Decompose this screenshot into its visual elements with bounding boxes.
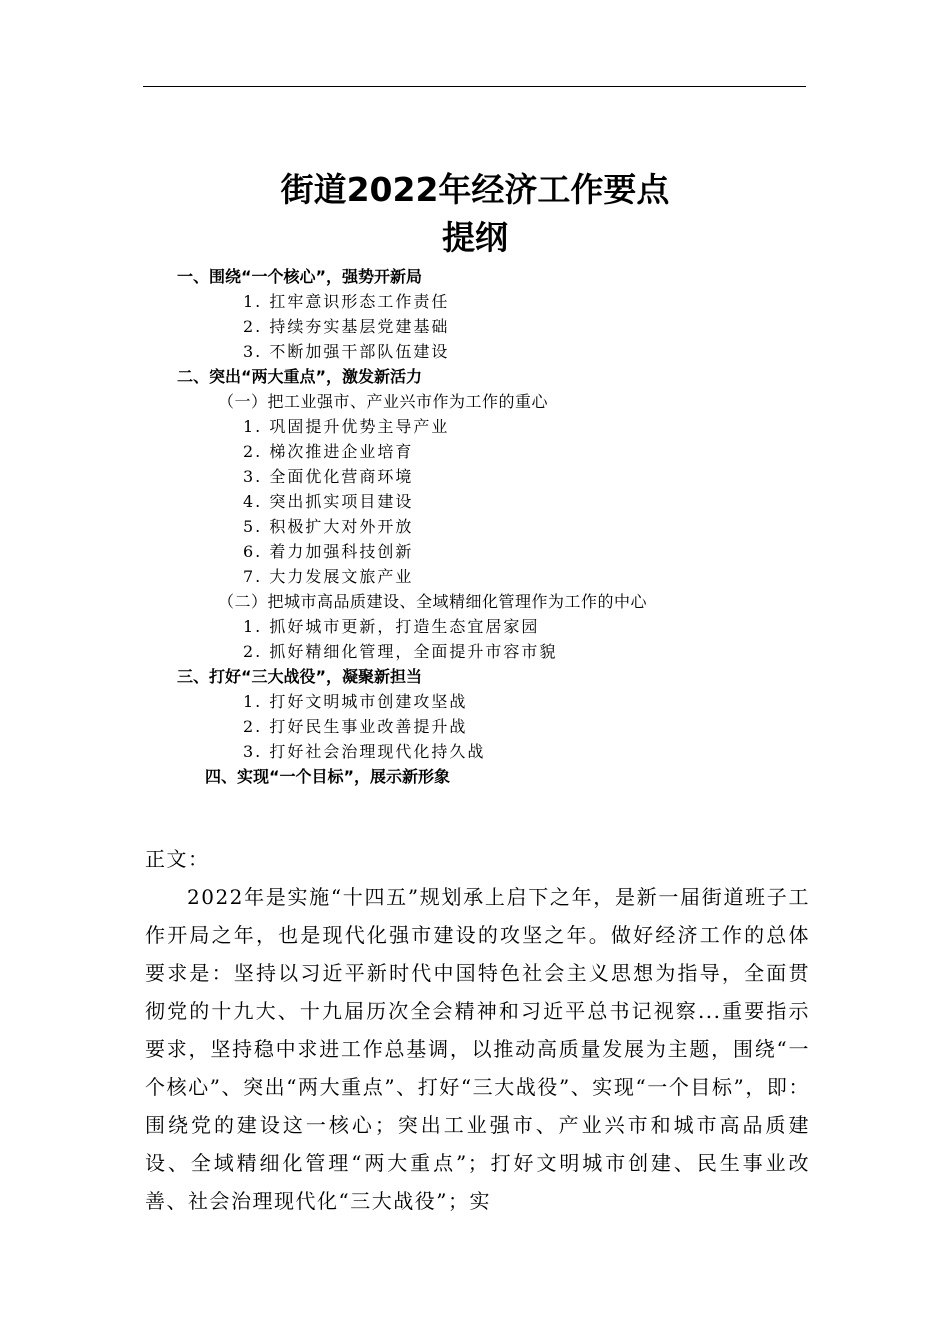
outline-heading: 四、实现“一个目标”，展示新形象 [205, 767, 451, 786]
body-paragraph: 2022年是实施“十四五”规划承上启下之年，是新一届街道班子工作开局之年，也是现代化强市建设的攻坚之年。做好经济工作的总体要求是：坚持以习近平新时代中国特色社会主义思想为指导，全面贯彻党的十九大、十九届历次全会精神和习近平总书记视察...重要指示要求，坚持稳中求进工作总基调，以推动高质量发展为主题，围绕“一个核心”、突出“两大重点”、打好“三大战役”、实现“一个目标”，即：围绕党的建设这一核心；突出工业强市、产业兴市和城市高品质建设、全域精细化管理“两大重点”；打好文明城市创建、民生事业改善、社会治理现代化“三大战役”；实 [145, 885, 810, 1213]
outline-item: 1. 打好文明城市创建攻坚战 [243, 692, 468, 711]
outline-item: 1. 抓好城市更新，打造生态宜居家园 [243, 617, 540, 636]
outline-subheading: （一）把工业强市、产业兴市作为工作的重心 [218, 392, 549, 411]
outline-item: 1. 扛牢意识形态工作责任 [243, 292, 450, 311]
outline-item: 3. 打好社会治理现代化持久战 [243, 742, 486, 761]
outline-item: 2. 梯次推进企业培育 [243, 442, 414, 461]
outline-item: 4. 突出抓实项目建设 [243, 492, 414, 511]
outline-item: 2. 打好民生事业改善提升战 [243, 717, 468, 736]
outline-item: 3. 不断加强干部队伍建设 [243, 342, 450, 361]
outline-item: 2. 抓好精细化管理，全面提升市容市貌 [243, 642, 558, 661]
outline-item: 3. 全面优化营商环境 [243, 467, 414, 486]
outline-list [0, 264, 950, 789]
outline-item: 1. 巩固提升优势主导产业 [243, 417, 450, 436]
body-label: 正文： [145, 847, 210, 871]
outline-heading: 二、突出“两大重点”，激发新活力 [177, 367, 423, 386]
document-title: 街道2022年经济工作要点 [280, 170, 670, 209]
outline-heading: 一、围绕“一个核心”，强势开新局 [177, 267, 423, 286]
outline-subheading: （二）把城市高品质建设、全域精细化管理作为工作的中心 [218, 592, 648, 611]
outline-item: 7. 大力发展文旅产业 [243, 567, 414, 586]
outline-item: 5. 积极扩大对外开放 [243, 517, 414, 536]
outline-heading: 三、打好“三大战役”，凝聚新担当 [177, 667, 423, 686]
header-rule [143, 86, 806, 87]
outline-item: 2. 持续夯实基层党建基础 [243, 317, 450, 336]
body-section [145, 840, 810, 1220]
outline-item: 6. 着力加强科技创新 [243, 542, 414, 561]
document-subtitle: 提纲 [442, 218, 508, 257]
